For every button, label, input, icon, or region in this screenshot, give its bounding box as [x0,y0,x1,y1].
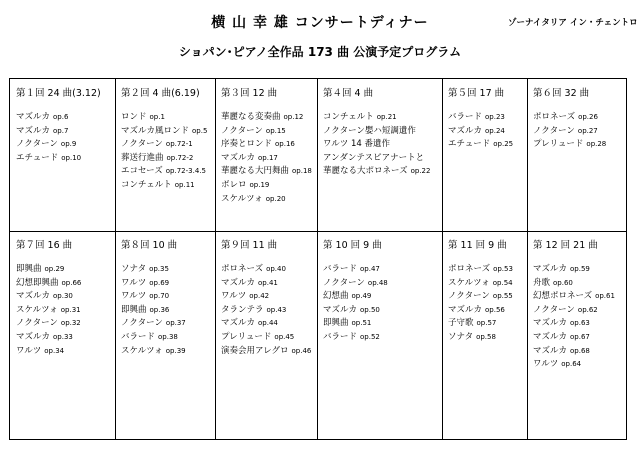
opus-number: op.21 [376,113,397,121]
list-item [221,179,317,193]
list-item [323,263,442,277]
list-item [533,345,626,359]
session-heading: 第３回 12 曲 [221,88,278,99]
piece-name: ノクターン [121,139,163,150]
opus-number: op.58 [476,332,496,341]
opus-number: op.16 [275,140,295,149]
piece-name: 幻想即興曲 [16,277,59,288]
opus-number: op.60 [553,278,573,287]
list-item [221,193,317,207]
opus-number: op.5 [192,126,208,135]
list-item [323,165,442,179]
opus-number: op.69 [149,278,170,287]
list-item [221,317,317,331]
piece-name: スケルツォ [221,193,263,204]
piece-name: マズルカ [16,112,51,122]
piece-name: ノクターン [323,277,365,288]
piece-name: 幻想ポロネーズ [533,291,593,302]
piece-name: ワルツ [533,359,559,370]
list-item [16,317,115,331]
piece-name: ロンド [121,112,147,122]
program-subtitle: ショパン･ピアノ全作品 173 曲 公演予定プログラム [178,45,462,59]
piece-name: ノクターン [121,318,163,329]
opus-number: op.63 [570,319,590,328]
opus-number: op.68 [570,346,590,355]
opus-number: op.44 [258,319,278,328]
opus-number: op.64 [561,360,582,369]
list-item [221,290,317,304]
opus-number: op.66 [61,278,82,287]
piece-list [121,111,215,193]
session-cell [527,231,626,439]
session-cell [10,79,115,231]
piece-name: スケルツォ [448,277,490,288]
opus-number: op.10 [61,153,82,162]
opus-number: op.33 [53,332,73,341]
list-item [16,125,115,139]
opus-number: op.49 [351,292,372,301]
list-item [121,263,215,277]
opus-number: op.32 [60,319,81,328]
list-item [121,179,215,193]
list-item [448,125,527,139]
list-item [221,111,317,125]
session-heading: 第 10 回 9 曲 [323,240,382,251]
piece-name: マズルカ [533,331,568,342]
session-heading: 第６回 32 曲 [533,88,590,99]
piece-name: アンダンテスピアナートと [323,152,425,163]
piece-name: バラード [121,331,156,342]
piece-name: マズルカ [533,318,568,329]
opus-number: op.57 [476,319,497,328]
list-item [221,345,317,359]
opus-number: op.38 [158,332,178,341]
list-item [533,277,626,291]
session-cell [115,231,215,439]
piece-name: バラード [323,264,358,274]
session-cell [115,79,215,231]
list-item [221,331,317,345]
list-item [121,125,215,139]
opus-number: op.50 [360,305,380,314]
opus-number: op.27 [577,126,598,135]
opus-number: op.23 [485,113,505,121]
list-item [448,317,527,331]
opus-number: op.37 [165,319,186,328]
opus-number: op.72-1 [165,140,193,149]
opus-number: op.9 [60,140,77,149]
piece-name: ワルツ [16,345,42,356]
piece-name: マズルカ [221,152,256,163]
piece-name: ノクターン [533,125,575,136]
piece-list [16,263,115,358]
list-item [16,331,115,345]
list-item [533,317,626,331]
piece-name: エチュード [16,152,59,163]
piece-list [16,111,115,165]
piece-name: 華麗なる変奏曲 [221,112,281,122]
piece-name: ソナタ [448,331,474,342]
piece-name: マズルカ風ロンド [121,125,190,136]
list-item [448,263,527,277]
piece-name: ノクターン [448,291,490,302]
piece-name: マズルカ [221,318,256,329]
opus-number: op.11 [174,180,195,189]
piece-name: スケルツォ [16,304,58,315]
piece-name: スケルツォ [121,345,163,356]
session-cell [442,79,527,231]
piece-list [533,111,626,152]
piece-name: ノクターン [533,304,575,315]
opus-number: op.29 [44,265,65,273]
list-item [221,277,317,291]
opus-number: op.46 [291,346,312,355]
list-item [121,331,215,345]
session-heading: 第 12 回 21 曲 [533,240,598,251]
opus-number: op.35 [149,265,169,273]
piece-name: 即興曲 [323,318,349,329]
list-item [533,111,626,125]
session-cell [10,231,115,439]
opus-number: op.15 [265,126,286,135]
list-item [323,317,442,331]
opus-number: op.47 [360,265,380,273]
session-heading: 第 11 回 9 曲 [448,240,507,251]
list-item [16,111,115,125]
session-heading: 第１回 24 曲(3.12) [16,88,101,99]
list-item [221,138,317,152]
piece-name: マズルカ [448,304,483,315]
opus-number: op.53 [493,265,513,273]
list-item [121,138,215,152]
piece-name: ワルツ [221,291,247,302]
session-cell [215,79,317,231]
opus-number: op.61 [595,292,615,301]
opus-number: op.39 [165,346,186,355]
opus-number: op.12 [283,113,304,121]
title-text: 横 山 幸 雄 コンサートディナー [211,15,429,31]
list-item [323,277,442,291]
opus-number: op.72-3.4.5 [165,167,206,176]
piece-name: マズルカ [323,304,358,315]
piece-list [221,263,317,358]
opus-number: op.30 [53,292,73,301]
piece-name: ワルツ 14 番遺作 [323,139,390,150]
opus-number: op.7 [53,126,69,135]
session-cell [317,79,442,231]
piece-list [121,263,215,358]
piece-name: ノクターン [221,125,263,136]
session-heading: 第８回 10 曲 [121,240,178,251]
opus-number: op.67 [570,332,590,341]
list-item [323,125,442,139]
opus-number: op.22 [410,167,431,176]
piece-name: ボレロ [221,179,247,190]
piece-name: 葬送行進曲 [121,152,164,163]
list-item [16,277,115,291]
list-item [448,331,527,345]
opus-number: op.45 [274,332,295,341]
opus-number: op.54 [492,278,513,287]
piece-name: タランテラ [221,304,264,315]
opus-number: op.25 [493,140,514,149]
list-item [323,138,442,152]
opus-number: op.6 [53,113,69,121]
opus-number: op.34 [44,346,65,355]
piece-list [221,111,317,206]
opus-number: op.72-2 [166,153,194,162]
opus-number: op.70 [149,292,170,301]
piece-name: 即興曲 [16,264,42,274]
opus-number: op.42 [249,292,270,301]
list-item [16,345,115,359]
opus-number: op.52 [360,332,380,341]
list-item [323,304,442,318]
piece-name: ソナタ [121,264,147,274]
piece-name: コンチェルト [121,179,172,190]
list-item [533,358,626,372]
list-item [533,138,626,152]
piece-name: マズルカ [533,345,568,356]
list-item [448,290,527,304]
list-item [533,331,626,345]
list-item [533,290,626,304]
opus-number: op.55 [492,292,513,301]
opus-number: op.59 [570,265,590,273]
list-item [16,138,115,152]
list-item [16,263,115,277]
opus-number: op.56 [485,305,505,314]
list-item [323,331,442,345]
opus-number: op.51 [351,319,372,328]
list-item [323,152,442,166]
list-item [121,152,215,166]
program-table [9,78,627,440]
piece-name: エコセーズ [121,166,163,177]
list-item [221,263,317,277]
piece-name: マズルカ [448,125,483,136]
piece-name: 舟歌 [533,277,551,288]
list-item [221,165,317,179]
piece-name: ポロネーズ [533,112,576,122]
piece-list [448,263,527,345]
piece-name: マズルカ [16,291,51,302]
list-item [221,125,317,139]
piece-name: バラード [448,112,483,122]
opus-number: op.62 [577,305,598,314]
session-heading: 第４回 4 曲 [323,88,374,99]
list-item [221,304,317,318]
list-item [533,263,626,277]
opus-number: op.20 [265,194,286,203]
piece-name: プレリュード [221,331,272,342]
list-item [448,138,527,152]
piece-name: 幻想曲 [323,291,349,302]
opus-number: op.24 [485,126,505,135]
piece-list [323,263,442,345]
piece-name: 序奏とロンド [221,139,273,150]
piece-name: ワルツ [121,277,147,288]
piece-name: 子守歌 [448,318,474,329]
list-item [221,152,317,166]
list-item [323,290,442,304]
opus-number: op.17 [258,153,278,162]
piece-list [323,111,442,179]
opus-number: op.19 [249,180,270,189]
piece-name: ワルツ [121,291,147,302]
piece-name: ノクターン嬰ハ短調遺作 [323,125,416,136]
opus-number: op.40 [266,265,286,273]
piece-name: マズルカ [533,264,568,274]
session-cell [317,231,442,439]
session-cell [527,79,626,231]
list-item [121,290,215,304]
piece-name: ポロネーズ [448,264,491,274]
piece-name: エチュード [448,139,491,150]
list-item [121,345,215,359]
opus-number: op.1 [149,113,165,121]
piece-name: ノクターン [16,318,58,329]
piece-name: バラード [323,331,358,342]
piece-name: マズルカ [16,331,51,342]
list-item [448,111,527,125]
piece-name: 華麗なる大円舞曲 [221,166,290,177]
opus-number: op.28 [586,140,607,149]
opus-number: op.18 [292,167,312,176]
opus-number: op.43 [266,305,287,314]
piece-name: コンチェルト [323,112,374,122]
piece-name: プレリュード [533,139,584,150]
piece-list [448,111,527,152]
session-heading: 第９回 11 曲 [221,240,278,251]
list-item [121,317,215,331]
session-heading: 第７回 16 曲 [16,240,73,251]
piece-name: ポロネーズ [221,264,264,274]
opus-number: op.26 [578,113,598,121]
list-item [121,165,215,179]
list-item [323,111,442,125]
list-item [121,111,215,125]
piece-name: 演奏会用アレグロ [221,345,289,356]
opus-number: op.41 [258,278,278,287]
piece-name: ノクターン [16,139,58,150]
piece-name: 即興曲 [121,304,147,315]
list-item [533,304,626,318]
venue-note: ゾーナイタリア イン・チェントロ [508,18,638,28]
list-item [121,277,215,291]
piece-list [533,263,626,372]
session-heading: 第２回 4 曲(6.19) [121,88,200,99]
list-item [448,277,527,291]
session-cell [215,231,317,439]
list-item [16,152,115,166]
opus-number: op.48 [367,278,388,287]
list-item [16,304,115,318]
piece-name: マズルカ [16,125,51,136]
piece-name: 華麗なる大ポロネーズ [323,166,408,177]
list-item [533,125,626,139]
opus-number: op.31 [60,305,81,314]
list-item [448,304,527,318]
list-item [121,304,215,318]
session-cell [442,231,527,439]
session-heading: 第５回 17 曲 [448,88,505,99]
piece-name: マズルカ [221,277,256,288]
opus-number: op.36 [149,305,170,314]
list-item [16,290,115,304]
